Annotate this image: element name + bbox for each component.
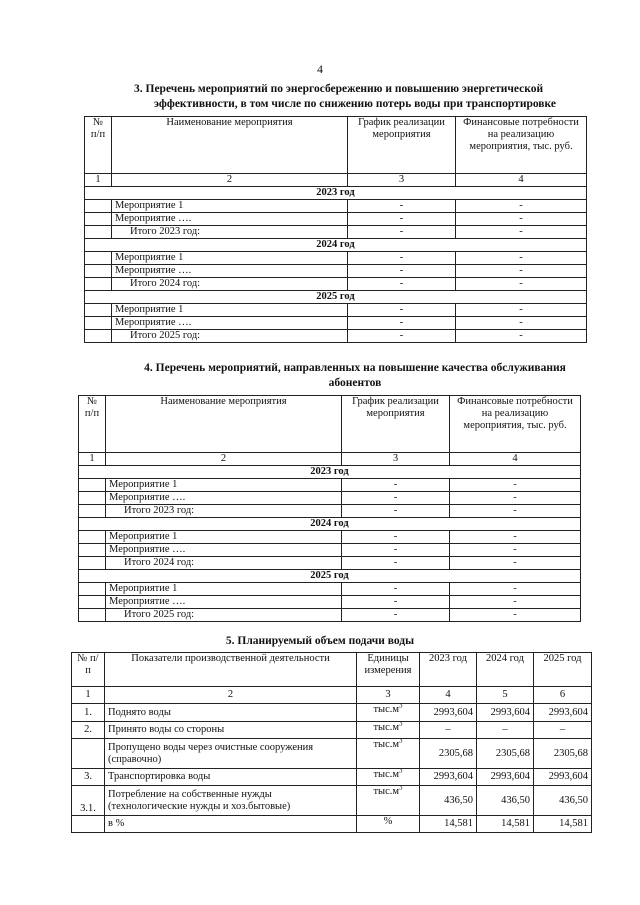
table-header-row — [79, 396, 581, 453]
header-schedule: График реализации мероприятия — [348, 117, 456, 174]
row-name: Мероприятие …. — [112, 213, 348, 226]
table-row — [85, 304, 587, 317]
row-schedule: - — [348, 317, 456, 330]
row-2025: 2993,604 — [534, 769, 592, 786]
col-number: 1 — [79, 453, 106, 466]
section3-title-line2: эффективности, в том числе по снижению потерь воды при транспортировке — [154, 98, 556, 110]
table-row — [72, 722, 592, 739]
row-schedule: - — [342, 479, 450, 492]
num-cell — [79, 531, 106, 544]
table-row — [79, 583, 581, 596]
section3-title-line1: 3. Перечень мероприятий по энергосбережению и повышению энергетической — [134, 83, 544, 95]
row-schedule: - — [348, 278, 456, 291]
table-row — [85, 252, 587, 265]
row-schedule: - — [348, 304, 456, 317]
table-row — [85, 278, 587, 291]
table-row — [79, 596, 581, 609]
num-cell — [85, 226, 112, 239]
num-cell — [85, 265, 112, 278]
row-finance: - — [456, 252, 587, 265]
row-finance: - — [450, 492, 581, 505]
num-cell — [85, 252, 112, 265]
row-total: Итого 2025 год: — [106, 609, 342, 622]
header-finance: Финансовые потребности на реализацию мероприятия, тыс. руб. — [456, 117, 587, 174]
num-cell — [85, 304, 112, 317]
table-row — [72, 786, 592, 816]
table-row — [72, 816, 592, 833]
unit-text: тыс.м — [373, 739, 400, 750]
year-label: 2024 год — [85, 239, 587, 252]
row-total: Итого 2024 год: — [106, 557, 342, 570]
header-2025: 2025 год — [534, 653, 592, 687]
num-cell — [85, 317, 112, 330]
row-name: Мероприятие 1 — [112, 304, 348, 317]
row-2023: 14,581 — [420, 816, 477, 833]
row-schedule: - — [348, 265, 456, 278]
row-2025: 2305,68 — [534, 739, 592, 769]
row-schedule: - — [342, 505, 450, 518]
table-row — [79, 531, 581, 544]
page-number: 4 — [317, 62, 323, 76]
row-name: Мероприятие 1 — [106, 479, 342, 492]
header-num: № п/п — [72, 653, 105, 687]
num-cell — [85, 200, 112, 213]
unit-sup: 3 — [399, 785, 403, 792]
row-schedule: - — [348, 226, 456, 239]
row-2023: – — [420, 722, 477, 739]
row-total: Итого 2024 год: — [112, 278, 348, 291]
row-finance: - — [450, 557, 581, 570]
row-finance: - — [456, 317, 587, 330]
col-number: 5 — [477, 687, 534, 704]
row-unit — [357, 786, 420, 816]
row-unit — [357, 722, 420, 739]
row-schedule: - — [348, 330, 456, 343]
year-row — [79, 518, 581, 531]
row-2024: 14,581 — [477, 816, 534, 833]
row-num: 2. — [72, 722, 105, 739]
unit-text: тыс.м — [373, 769, 400, 780]
row-schedule: - — [348, 213, 456, 226]
num-cell — [79, 609, 106, 622]
row-schedule: - — [348, 252, 456, 265]
row-indicator: Поднято воды — [105, 704, 357, 722]
header-name: Наименование мероприятия — [112, 117, 348, 174]
table-row — [72, 739, 592, 769]
row-finance: - — [450, 505, 581, 518]
col-number: 6 — [534, 687, 592, 704]
header-num: № п/п — [85, 117, 112, 174]
col-number: 2 — [105, 687, 357, 704]
unit-sup: 3 — [399, 738, 403, 745]
header-2023: 2023 год — [420, 653, 477, 687]
num-cell — [79, 583, 106, 596]
row-2024: 2305,68 — [477, 739, 534, 769]
row-name: Мероприятие …. — [112, 265, 348, 278]
row-2023: 436,50 — [420, 786, 477, 816]
row-schedule: - — [342, 492, 450, 505]
row-finance: - — [450, 531, 581, 544]
section4-title-line1: 4. Перечень мероприятий, направленных на повышение качества обслуживания — [144, 362, 566, 374]
table-row — [79, 492, 581, 505]
unit-sup: 3 — [399, 768, 403, 775]
row-num: 3. — [72, 769, 105, 786]
table-row — [72, 769, 592, 786]
row-finance: - — [450, 609, 581, 622]
section5-title: 5. Планируемый объем подачи воды — [225, 635, 415, 647]
year-row — [79, 466, 581, 479]
header-num: № п/п — [79, 396, 106, 453]
row-total: Итого 2025 год: — [112, 330, 348, 343]
row-finance: - — [450, 479, 581, 492]
table-row — [79, 505, 581, 518]
row-name: Мероприятие …. — [106, 596, 342, 609]
row-2025: 14,581 — [534, 816, 592, 833]
row-2024: 2993,604 — [477, 704, 534, 722]
row-indicator: в % — [105, 816, 357, 833]
row-2023: 2993,604 — [420, 769, 477, 786]
col-number: 3 — [342, 453, 450, 466]
row-indicator: Транспортировка воды — [105, 769, 357, 786]
table-header-row — [72, 653, 592, 687]
row-unit — [357, 769, 420, 786]
header-schedule: График реализации мероприятия — [342, 396, 450, 453]
row-schedule: - — [342, 544, 450, 557]
row-schedule: - — [348, 200, 456, 213]
row-schedule: - — [342, 531, 450, 544]
year-row — [85, 239, 587, 252]
unit-text: тыс.м — [373, 722, 400, 733]
row-finance: - — [456, 265, 587, 278]
row-finance: - — [456, 213, 587, 226]
year-label: 2023 год — [79, 466, 581, 479]
num-cell — [85, 213, 112, 226]
col-number: 3 — [357, 687, 420, 704]
num-cell — [79, 596, 106, 609]
num-cell — [79, 479, 106, 492]
num-cell — [79, 544, 106, 557]
year-row — [85, 187, 587, 200]
section4-title — [120, 361, 590, 391]
num-cell — [79, 505, 106, 518]
year-label: 2025 год — [85, 291, 587, 304]
row-finance: - — [456, 330, 587, 343]
row-num — [72, 739, 105, 769]
col-number: 4 — [456, 174, 587, 187]
row-2024: 2993,604 — [477, 769, 534, 786]
table-row — [85, 330, 587, 343]
row-unit — [357, 816, 420, 833]
row-2025: 436,50 — [534, 786, 592, 816]
row-finance: - — [456, 226, 587, 239]
num-cell — [85, 278, 112, 291]
row-2023: 2993,604 — [420, 704, 477, 722]
col-number: 2 — [106, 453, 342, 466]
year-label: 2023 год — [85, 187, 587, 200]
header-2024: 2024 год — [477, 653, 534, 687]
row-finance: - — [456, 200, 587, 213]
row-schedule: - — [342, 609, 450, 622]
row-schedule: - — [342, 583, 450, 596]
row-2025: 2993,604 — [534, 704, 592, 722]
table-row — [79, 544, 581, 557]
table-row — [79, 557, 581, 570]
unit-text: % — [383, 816, 393, 827]
row-name: Мероприятие 1 — [106, 531, 342, 544]
row-finance: - — [450, 583, 581, 596]
row-total: Итого 2023 год: — [112, 226, 348, 239]
col-number: 4 — [450, 453, 581, 466]
col-number: 4 — [420, 687, 477, 704]
section4-title-line2: абонентов — [328, 377, 382, 389]
row-finance: - — [450, 544, 581, 557]
table-row — [85, 317, 587, 330]
row-2024: 436,50 — [477, 786, 534, 816]
row-name: Мероприятие 1 — [106, 583, 342, 596]
unit-text: тыс.м — [373, 786, 400, 797]
row-finance: - — [456, 278, 587, 291]
row-name: Мероприятие 1 — [112, 200, 348, 213]
year-label: 2024 год — [79, 518, 581, 531]
row-unit — [357, 704, 420, 722]
table-row — [85, 213, 587, 226]
col-number: 3 — [348, 174, 456, 187]
row-name: Мероприятие …. — [106, 544, 342, 557]
column-number-row — [79, 453, 581, 466]
row-schedule: - — [342, 557, 450, 570]
section4-table — [78, 395, 581, 622]
table-header-row — [85, 117, 587, 174]
row-num: 3.1. — [72, 786, 105, 816]
col-number: 1 — [72, 687, 105, 704]
num-cell — [85, 330, 112, 343]
table-row — [79, 479, 581, 492]
unit-sup: 3 — [399, 721, 403, 728]
row-unit — [357, 739, 420, 769]
row-name: Мероприятие …. — [106, 492, 342, 505]
table-row — [72, 704, 592, 722]
row-name: Мероприятие …. — [112, 317, 348, 330]
row-indicator: Пропущено воды через очистные сооружения (справочно) — [105, 739, 357, 769]
table-row — [85, 200, 587, 213]
row-name: Мероприятие 1 — [112, 252, 348, 265]
column-number-row — [72, 687, 592, 704]
col-number: 1 — [85, 174, 112, 187]
table-row — [85, 226, 587, 239]
table-row — [79, 609, 581, 622]
row-indicator: Принято воды со стороны — [105, 722, 357, 739]
section3-table — [84, 116, 587, 343]
year-label: 2025 год — [79, 570, 581, 583]
header-unit: Единицы измерения — [357, 653, 420, 687]
unit-sup: 3 — [399, 703, 403, 710]
row-num — [72, 816, 105, 833]
header-name: Наименование мероприятия — [106, 396, 342, 453]
row-2024: – — [477, 722, 534, 739]
row-finance: - — [450, 596, 581, 609]
col-number: 2 — [112, 174, 348, 187]
row-finance: - — [456, 304, 587, 317]
row-2025: – — [534, 722, 592, 739]
table-row — [85, 265, 587, 278]
section5-table — [71, 652, 592, 833]
unit-text: тыс.м — [373, 704, 400, 715]
num-cell — [79, 557, 106, 570]
year-row — [79, 570, 581, 583]
row-schedule: - — [342, 596, 450, 609]
row-2023: 2305,68 — [420, 739, 477, 769]
num-cell — [79, 492, 106, 505]
row-total: Итого 2023 год: — [106, 505, 342, 518]
year-row — [85, 291, 587, 304]
column-number-row — [85, 174, 587, 187]
row-indicator: Потребление на собственные нужды (технологические нужды и хоз.бытовые) — [105, 786, 357, 816]
header-indicator: Показатели производственной деятельности — [105, 653, 357, 687]
section3-title — [134, 82, 604, 112]
row-num: 1. — [72, 704, 105, 722]
header-finance: Финансовые потребности на реализацию мероприятия, тыс. руб. — [450, 396, 581, 453]
